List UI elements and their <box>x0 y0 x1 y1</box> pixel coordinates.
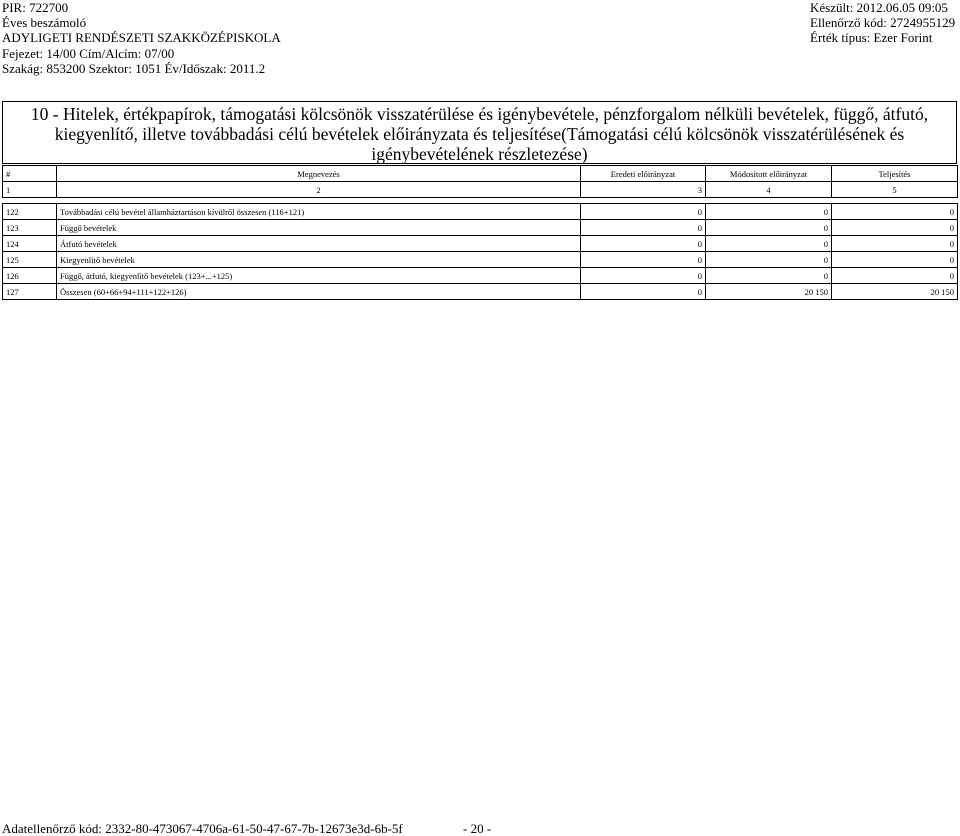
table-row <box>3 204 958 220</box>
row-modified: 0 <box>706 252 832 268</box>
index-cell: 5 <box>832 182 958 198</box>
sector-info: Szakág: 853200 Szektor: 1051 Év/Időszak: 2011.2 <box>2 60 266 76</box>
page-number: - 20 - <box>463 821 492 836</box>
row-completion: 0 <box>832 220 958 236</box>
column-header-name: Megnevezés <box>57 166 581 182</box>
row-number: 124 <box>3 236 57 252</box>
table-index-row <box>3 182 958 198</box>
row-number: 122 <box>3 204 57 220</box>
index-cell: 1 <box>3 182 57 198</box>
row-original: 0 <box>581 204 706 220</box>
report-type: Éves beszámoló <box>2 15 87 31</box>
table-row <box>3 284 958 300</box>
data-table <box>2 165 958 300</box>
value-type: Érték típus: Ezer Forint <box>810 30 933 46</box>
row-modified: 0 <box>706 220 832 236</box>
row-completion: 20 150 <box>832 284 958 300</box>
row-completion: 0 <box>832 236 958 252</box>
column-header-completion: Teljesítés <box>832 166 958 182</box>
created-date: Készült: 2012.06.05 09:05 <box>810 0 948 15</box>
header-left <box>2 0 281 76</box>
index-cell: 3 <box>581 182 706 198</box>
row-name: Kiegyenlítő bevételek <box>57 252 581 268</box>
institution-name: ADYLIGETI RENDÉSZETI SZAKKÖZÉPISKOLA <box>2 30 281 46</box>
row-name: Összesen (60+66+94+111+122+126) <box>57 284 581 300</box>
row-original: 0 <box>581 220 706 236</box>
row-modified: 0 <box>706 236 832 252</box>
row-name: Továbbadási célú bevétel államháztartáson kívülről összesen (116+121) <box>57 204 581 220</box>
data-check-code: Adatellenőrző kód: 2332-80-473067-4706a-61-50-47-67-7b-12673e3d-6b-5f <box>2 821 403 836</box>
row-original: 0 <box>581 284 706 300</box>
pir-label: PIR: 722700 <box>2 0 69 15</box>
column-header-original: Eredeti előirányzat <box>581 166 706 182</box>
row-name: Függő, átfutó, kiegyenlítő bevételek (123+...+125) <box>57 268 581 284</box>
check-code: Ellenőrző kód: 2724955129 <box>810 15 956 31</box>
row-completion: 0 <box>832 204 958 220</box>
row-name: Átfutó bevételek <box>57 236 581 252</box>
row-original: 0 <box>581 252 706 268</box>
index-cell: 2 <box>57 182 581 198</box>
table-row <box>3 236 958 252</box>
row-completion: 0 <box>832 252 958 268</box>
row-number: 125 <box>3 252 57 268</box>
row-completion: 0 <box>832 268 958 284</box>
row-modified: 0 <box>706 268 832 284</box>
header-right <box>810 0 955 46</box>
row-modified: 20 150 <box>706 284 832 300</box>
row-number: 127 <box>3 284 57 300</box>
row-modified: 0 <box>706 204 832 220</box>
chapter-info: Fejezet: 14/00 Cím/Alcím: 07/00 <box>2 45 175 61</box>
section-title: 10 - Hitelek, értékpapírok, támogatási kölcsönök visszatérülése és igénybevétele, pénzforgalom nélküli bevételek, függő, átfutó, kiegyenlítő, illetve továbbadási célú bevételek előirányzata és teljesítése(Támogatási célú kölcsönök visszatérülésének és igénybevételének részletezése) <box>2 101 957 164</box>
table-row <box>3 252 958 268</box>
row-name: Függő bevételek <box>57 220 581 236</box>
row-original: 0 <box>581 268 706 284</box>
row-number: 123 <box>3 220 57 236</box>
row-number: 126 <box>3 268 57 284</box>
row-original: 0 <box>581 236 706 252</box>
table-row <box>3 220 958 236</box>
table-row <box>3 268 958 284</box>
table-header-row <box>3 166 958 182</box>
column-header-number: # <box>3 166 57 182</box>
index-cell: 4 <box>706 182 832 198</box>
column-header-modified: Módosított előirányzat <box>706 166 832 182</box>
